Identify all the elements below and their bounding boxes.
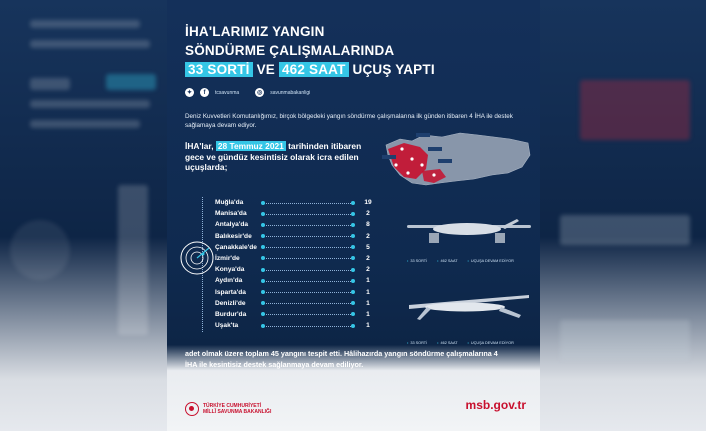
row-leader-line: [262, 247, 353, 248]
facebook-icon[interactable]: f: [200, 88, 209, 97]
row-dot-right: [351, 223, 355, 227]
drone-card-aksungur: [405, 203, 533, 263]
city-fire-table: [215, 197, 375, 331]
title-line-2: SÖNDÜRME ÇALIŞMALARINDA: [185, 43, 395, 58]
row-dot-right: [351, 324, 355, 328]
map-label-4: [438, 159, 452, 163]
ministry-logo[interactable]: [185, 402, 271, 416]
table-row: [215, 309, 375, 320]
row-leader-line: [262, 303, 353, 304]
row-dot-right: [351, 312, 355, 316]
row-dot-right: [351, 290, 355, 294]
background-blur-left: [0, 0, 167, 431]
drone-card-anka: [405, 285, 533, 345]
table-row: [215, 219, 375, 230]
row-dot-left: [261, 301, 265, 305]
sorti-highlight: 33 SORTİ: [185, 62, 253, 77]
row-dot-left: [261, 234, 265, 238]
social-bar: [185, 88, 320, 97]
row-leader-line: [262, 292, 353, 293]
table-row: [215, 275, 375, 286]
table-row: [215, 320, 375, 331]
intro-paragraph: Deniz Kuvvetleri Komutanlığımız, birçok bölgedeki yangın söndürme çalışmalarına ilk günden itibaren 4 İHA ile destek sağlamaya devam ediyor.: [185, 113, 513, 129]
row-dot-right: [351, 234, 355, 238]
map-label-1: [416, 133, 430, 137]
row-dot-right: [351, 268, 355, 272]
title-line-3: [185, 60, 435, 79]
drone1-saat-label: • 462 SAAT: [437, 259, 457, 263]
city-name: Manisa'da: [215, 210, 247, 218]
drone2-devam-label: • UÇUŞA DEVAM EDİYOR: [468, 341, 514, 345]
handle-savunmabakanligi[interactable]: savunmabakanligi: [270, 89, 311, 96]
map-pin-4: [406, 171, 409, 174]
drone1-sorti-label: • 33 SORTİ: [407, 259, 427, 263]
city-name: Burdur'da: [215, 310, 247, 318]
fire-count: 2: [366, 210, 370, 218]
radar-icon: [179, 240, 215, 276]
fire-count: 1: [366, 277, 370, 285]
drone2-saat-label: • 462 SAAT: [437, 341, 457, 345]
twitter-icon[interactable]: ✦: [186, 90, 193, 96]
table-row: [215, 231, 375, 242]
table-row: [215, 298, 375, 309]
row-dot-left: [261, 279, 265, 283]
row-leader-line: [262, 270, 353, 271]
lead-paragraph: [185, 141, 375, 173]
outro-paragraph: adet olmak üzere toplam 45 yangını tespit etti. Hâlihazırda yangın söndürme çalışmalarına 4 İHA ile kesintisiz destek sağlanmaya devam ediliyor.: [185, 349, 498, 369]
row-dot-left: [261, 256, 265, 260]
city-name: Isparta'da: [215, 288, 246, 296]
row-dot-left: [261, 312, 265, 316]
fire-count: 2: [366, 266, 370, 274]
title-ve: VE: [252, 62, 279, 77]
city-name: Balıkesir'de: [215, 232, 252, 240]
city-name: Konya'da: [215, 266, 245, 274]
fire-count: 8: [366, 221, 370, 229]
lead-pre: İHA'lar,: [185, 141, 216, 151]
drone1-devam-label: • UÇUŞA DEVAM EDİYOR: [468, 259, 514, 263]
row-leader-line: [262, 314, 353, 315]
table-row: [215, 242, 375, 253]
date-highlight: 28 Temmuz 2021: [217, 141, 284, 151]
org-line-1: TÜRKİYE CUMHURİYETİ: [203, 403, 262, 409]
row-dot-right: [351, 301, 355, 305]
table-row: [215, 208, 375, 219]
org-line-2: MİLLÎ SAVUNMA BAKANLIĞI: [203, 409, 272, 415]
fire-count: 1: [366, 310, 370, 318]
turkey-map: [382, 125, 532, 195]
city-name: İzmir'de: [215, 255, 240, 263]
map-label-3: [382, 155, 396, 159]
row-dot-right: [351, 212, 355, 216]
row-dot-left: [261, 324, 265, 328]
row-leader-line: [262, 258, 353, 259]
fire-count: 2: [366, 232, 370, 240]
map-pin-5: [420, 163, 423, 166]
row-leader-line: [262, 281, 353, 282]
city-name: Denizli'de: [215, 299, 246, 307]
drone2-sorti-label: • 33 SORTİ: [407, 341, 427, 345]
fire-count: 19: [364, 199, 372, 207]
map-label-2: [428, 147, 442, 151]
row-leader-line: [262, 225, 353, 226]
ministry-name: [203, 403, 271, 415]
table-row: [215, 264, 375, 275]
background-blur-right: [540, 0, 706, 431]
city-name: Aydın'da: [215, 277, 243, 285]
saat-highlight: 462 SAAT: [279, 62, 349, 77]
city-name: Antalya'da: [215, 221, 249, 229]
poster-title: [185, 22, 435, 79]
instagram-icon[interactable]: ◎: [257, 90, 263, 96]
map-pin-2: [410, 157, 413, 160]
row-dot-right: [351, 279, 355, 283]
map-pin-3: [394, 163, 397, 166]
row-leader-line: [262, 326, 353, 327]
drone-labels-2: [407, 341, 514, 345]
website-link[interactable]: msb.gov.tr: [465, 398, 526, 412]
handle-tcsavunma[interactable]: tcsavunma: [215, 89, 240, 96]
city-name: Uşak'ta: [215, 322, 239, 330]
row-dot-left: [261, 212, 265, 216]
table-row: [215, 197, 375, 208]
row-leader-line: [262, 236, 353, 237]
row-dot-right: [351, 256, 355, 260]
fire-count: 1: [366, 322, 370, 330]
title-line-1: İHA'LARIMIZ YANGIN: [185, 24, 325, 39]
fire-count: 1: [366, 299, 370, 307]
map-pin-1: [400, 147, 403, 150]
ministry-seal-icon: [185, 402, 199, 416]
row-dot-left: [261, 268, 265, 272]
table-row: [215, 287, 375, 298]
infographic-poster: [167, 0, 540, 431]
map-pin-6: [432, 173, 435, 176]
fire-count: 1: [366, 288, 370, 296]
row-leader-line: [262, 203, 353, 204]
city-name: Çanakkale'de: [215, 243, 257, 251]
row-dot-left: [261, 201, 265, 205]
drone-labels-1: [407, 259, 514, 263]
row-dot-left: [261, 290, 265, 294]
table-row: [215, 253, 375, 264]
row-dot-left: [261, 223, 265, 227]
fire-count: 5: [366, 243, 370, 251]
row-dot-right: [351, 245, 355, 249]
lead-post: tarihinden itibaren gece ve gündüz kesintisiz olarak icra edilen uçuşlarda;: [185, 141, 362, 172]
drone-icon: [405, 285, 533, 335]
drone-icon: [405, 203, 533, 253]
title-tail: UÇUŞ YAPTI: [348, 62, 435, 77]
city-name: Muğla'da: [215, 199, 244, 207]
row-dot-right: [351, 201, 355, 205]
row-dot-left: [261, 245, 265, 249]
row-leader-line: [262, 214, 353, 215]
fire-count: 2: [366, 255, 370, 263]
